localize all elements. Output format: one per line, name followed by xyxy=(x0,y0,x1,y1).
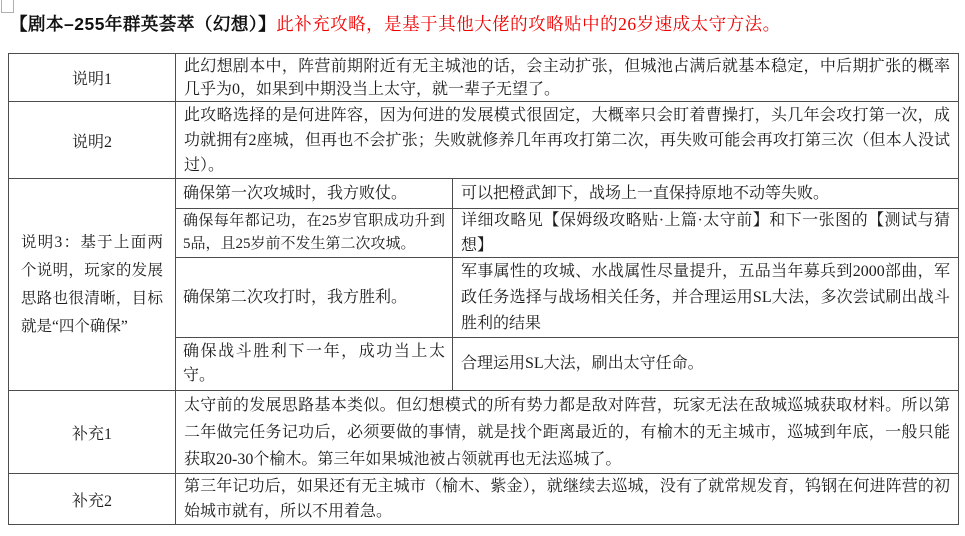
row-label-text: 补充1 xyxy=(71,425,112,443)
method-text: 军事属性的攻城、水战属性尽量提升，五品当年募兵到2000部曲，军政任务选择与战场相关任务，并合理运用SL大法，多次尝试刷出战斗胜利的结果 xyxy=(461,262,950,332)
row-content-text: 此攻略选择的是何进阵容，因为何进的发展模式很固定，大概率只会盯着曹操打，头几年会攻打第一次，成功就拥有2座城，但再也不会扩张；失败就修养几年再攻打第二次，再失败可能会再攻打第三次（但本人没试过）。 xyxy=(184,106,950,174)
row-content-shuoming2 xyxy=(176,102,958,178)
goal-text: 确保战斗胜利下一年，成功当上太守。 xyxy=(183,343,445,384)
row-label-text: 说明2 xyxy=(71,133,112,151)
row-label-shuoming1 xyxy=(9,54,176,101)
page-title xyxy=(10,12,960,36)
guarantee4-goal xyxy=(176,338,453,390)
method-text: 合理运用SL大法，刷出太守任命。 xyxy=(461,355,704,372)
row-content-text: 太守前的发展思路基本类似。但幻想模式的所有势力都是敌对阵营，玩家无法在敌城巡城获取材料。所以第二年做完任务记功后，必须要做的事情，就是找个距离最近的，有榆木的无主城市，巡城到年底，一般只能获取20-30个榆木。第三年如果城池被占领就再也无法巡城了。 xyxy=(184,396,950,468)
row-label-text: 说明1 xyxy=(71,71,112,88)
table-row-shuoming1 xyxy=(9,54,958,101)
subtable-row-guarantee1 xyxy=(176,179,958,208)
row-label-shuoming3 xyxy=(9,179,176,390)
row-content-buchong2 xyxy=(176,474,958,524)
row-content-shuoming1 xyxy=(176,54,958,101)
guarantee1-method xyxy=(453,179,958,208)
subtable-row-guarantee4 xyxy=(176,337,958,390)
strategy-table xyxy=(8,53,959,525)
goal-text: 确保每年都记功，在25岁官职成功升到5品，且25岁前不发生第二次攻城。 xyxy=(183,213,445,252)
table-row-buchong2 xyxy=(9,473,958,524)
subtable-row-guarantee2 xyxy=(176,208,958,257)
guarantee3-method xyxy=(453,258,958,337)
table-row-shuoming2 xyxy=(9,101,958,178)
subtable-row-guarantee3 xyxy=(176,257,958,337)
row-label-shuoming2 xyxy=(9,102,176,178)
table-row-buchong1 xyxy=(9,390,958,473)
method-text: 可以把橙武卸下，战场上一直保持原地不动等失败。 xyxy=(461,184,830,202)
four-guarantees-subtable xyxy=(176,179,958,390)
row-label-buchong1 xyxy=(9,391,176,473)
guarantee4-method xyxy=(453,338,958,390)
guarantee3-goal xyxy=(176,258,453,337)
method-text: 详细攻略见【保姆级攻略贴·上篇·太守前】和下一张图的【测试与猜想】 xyxy=(461,212,950,254)
guarantee2-goal xyxy=(176,209,453,257)
table-row-shuoming3 xyxy=(9,178,958,390)
goal-text: 确保第二次攻打时，我方胜利。 xyxy=(183,288,408,306)
title-scenario-name: 【剧本–255年群英荟萃（幻想）】 xyxy=(10,14,277,34)
goal-text: 确保第一次攻城时，我方败仗。 xyxy=(183,184,408,202)
guarantee1-goal xyxy=(176,179,453,208)
row-label-text: 说明3：基于上面两个说明，玩家的发展思路也很清晰，目标就是“四个确保” xyxy=(21,233,163,335)
row-label-buchong2 xyxy=(9,474,176,524)
row-label-text: 补充2 xyxy=(71,492,112,510)
row-content-text: 第三年记功后，如果还有无主城市（榆木、紫金），就继续去巡城，没有了就常规发育，钨钢在何进阵营的初始城市就有，所以不用着急。 xyxy=(184,478,950,520)
row-content-text: 此幻想剧本中，阵营前期附近有无主城池的话，会主动扩张，但城池占满后就基本稳定，中后期扩张的概率几乎为0，如果到中期没当上太守，就一辈子无望了。 xyxy=(184,57,950,98)
row-content-buchong1 xyxy=(176,391,958,473)
guarantee2-method xyxy=(453,209,958,257)
title-red-note: 此补充攻略，是基于其他大佬的攻略贴中的26岁速成太守方法。 xyxy=(276,14,781,34)
